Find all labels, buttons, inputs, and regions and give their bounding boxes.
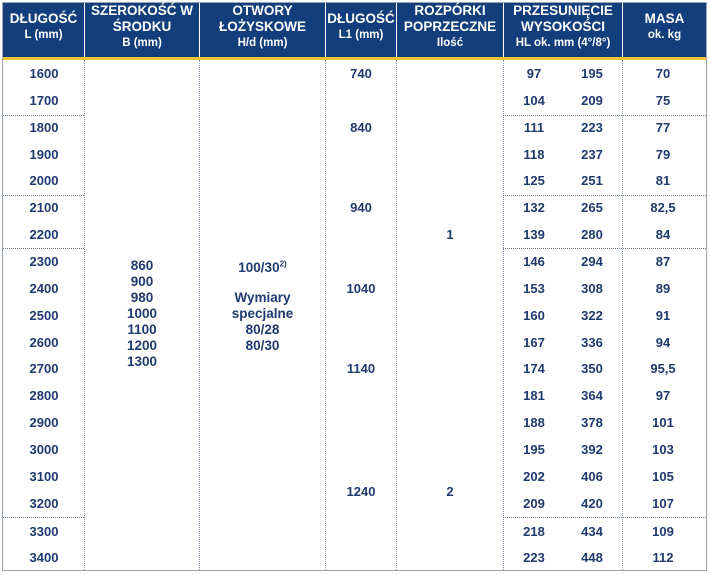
- header-unit: HL ok. mm (4°/8°): [515, 37, 611, 49]
- mass-cell: 89: [655, 281, 671, 296]
- mass-cell: 95,5: [650, 361, 676, 376]
- mass-cell: 81: [655, 173, 671, 188]
- header-divider: [325, 3, 326, 57]
- hl-8deg-cell: 406: [581, 469, 603, 484]
- width-value: 900: [130, 274, 154, 289]
- column-divider: [503, 60, 504, 570]
- row-group-divider: [3, 248, 84, 249]
- hl-4deg-cell: 132: [523, 200, 545, 215]
- length-cell: 1700: [29, 93, 59, 108]
- hl-8deg-cell: 448: [581, 550, 603, 565]
- hl-4deg-cell: 174: [523, 361, 545, 376]
- mass-cell: 75: [655, 93, 671, 108]
- row-group-divider: [503, 517, 706, 518]
- l1-cell: 740: [350, 66, 372, 81]
- width-list: [85, 258, 199, 370]
- otwory-main-value: 100/30: [238, 260, 280, 275]
- hl-4deg-cell: 188: [523, 415, 545, 430]
- mass-cell: 77: [655, 120, 671, 135]
- header-unit: B (mm): [122, 37, 162, 49]
- row-group-divider: [3, 517, 84, 518]
- mass-cell: 91: [655, 308, 671, 323]
- l1-cell: 1240: [346, 484, 376, 499]
- hl-4deg-cell: 209: [523, 496, 545, 511]
- header-divider: [503, 3, 504, 57]
- mass-cell: 112: [652, 550, 674, 565]
- column-divider: [396, 60, 397, 570]
- mass-cell: 87: [655, 254, 671, 269]
- width-value: 1100: [127, 322, 157, 337]
- mass-cell: 107: [652, 496, 674, 511]
- length-cell: 3400: [29, 550, 59, 565]
- length-cell: 2900: [29, 415, 59, 430]
- mass-cell: 94: [655, 335, 671, 350]
- otwory-main: [200, 260, 325, 276]
- header-divider: [622, 3, 623, 57]
- hl-4deg-cell: 167: [523, 335, 545, 350]
- mass-cell: 79: [655, 147, 671, 162]
- header-divider: [84, 3, 85, 57]
- hl-4deg-cell: 218: [523, 524, 545, 539]
- row-group-divider: [503, 195, 706, 196]
- header-title: DŁUGOŚĆ: [9, 11, 78, 26]
- header-unit: L1 (mm): [338, 29, 384, 41]
- length-cell: 1800: [29, 120, 59, 135]
- header-title: PRZESUNIĘCIE WYSOKOŚCI: [513, 3, 613, 34]
- row-group-divider: [503, 248, 706, 249]
- length-cell: 2000: [29, 173, 59, 188]
- hl-8deg-cell: 434: [581, 524, 603, 539]
- hl-8deg-cell: 209: [581, 93, 603, 108]
- header-title: ROZPÓRKI POPRZECZNE: [403, 3, 497, 34]
- header-dlugosc-l1: [326, 0, 396, 54]
- header-unit: ok. kg: [647, 29, 682, 41]
- hl-8deg-cell: 308: [581, 281, 603, 296]
- length-cell: 2300: [29, 254, 59, 269]
- l1-cell: 940: [350, 200, 372, 215]
- hl-4deg-cell: 195: [523, 442, 545, 457]
- header-unit: Ilość: [436, 37, 464, 49]
- footnote-marker: 2): [279, 259, 287, 269]
- mass-cell: 82,5: [650, 200, 676, 215]
- length-cell: 1900: [29, 147, 59, 162]
- mass-cell: 70: [655, 66, 671, 81]
- length-cell: 3300: [29, 524, 59, 539]
- hl-8deg-cell: 364: [581, 388, 603, 403]
- l1-cell: 1040: [346, 281, 376, 296]
- width-value: 980: [130, 290, 154, 305]
- otwory-block: [200, 260, 325, 354]
- hl-8deg-cell: 223: [581, 120, 603, 135]
- mass-cell: 103: [652, 442, 674, 457]
- hl-8deg-cell: 280: [581, 227, 603, 242]
- hl-4deg-cell: 111: [523, 120, 545, 135]
- otwory-special-value: 80/28: [245, 322, 280, 337]
- header-szerokosc: [85, 0, 199, 54]
- hl-4deg-cell: 146: [523, 254, 545, 269]
- length-cell: 2500: [29, 308, 59, 323]
- header-przesuniecie: [504, 0, 622, 54]
- length-cell: 2600: [29, 335, 59, 350]
- header-rozporki: [397, 0, 503, 54]
- hl-4deg-cell: 104: [523, 93, 545, 108]
- hl-8deg-cell: 237: [581, 147, 603, 162]
- hl-8deg-cell: 378: [581, 415, 603, 430]
- hl-4deg-cell: 153: [523, 281, 545, 296]
- length-cell: 2100: [29, 200, 59, 215]
- width-value: 1300: [126, 354, 158, 369]
- rozporki-cell: 1: [446, 227, 454, 242]
- length-cell: 2700: [29, 361, 59, 376]
- l1-cell: 840: [350, 120, 372, 135]
- header-otwory: [200, 0, 325, 54]
- header-divider: [396, 3, 397, 57]
- header-unit: L (mm): [24, 29, 63, 41]
- header-divider: [199, 3, 200, 57]
- header-masa: [623, 0, 706, 54]
- width-value: 1000: [126, 306, 158, 321]
- hl-4deg-cell: 223: [523, 550, 545, 565]
- otwory-special-title: Wymiary specjalne: [231, 290, 294, 321]
- row-group-divider: [3, 115, 84, 116]
- hl-4deg-cell: 181: [523, 388, 545, 403]
- header-title: DŁUGOŚĆ: [327, 11, 395, 26]
- header-title: SZEROKOŚĆ W ŚRODKU: [90, 3, 193, 34]
- length-cell: 2400: [29, 281, 59, 296]
- hl-8deg-cell: 336: [581, 335, 603, 350]
- hl-4deg-cell: 160: [523, 308, 545, 323]
- width-value: 860: [130, 258, 154, 273]
- header-title: OTWORY ŁOŻYSKOWE: [219, 3, 306, 34]
- hl-8deg-cell: 265: [581, 200, 603, 215]
- hl-4deg-cell: 202: [523, 469, 545, 484]
- mass-cell: 101: [652, 415, 674, 430]
- hl-4deg-cell: 118: [523, 147, 545, 162]
- mass-cell: 109: [652, 524, 674, 539]
- row-group-divider: [3, 195, 84, 196]
- hl-8deg-cell: 294: [581, 254, 603, 269]
- hl-4deg-cell: 125: [523, 173, 545, 188]
- hl-4deg-cell: 139: [523, 227, 545, 242]
- mass-cell: 105: [652, 469, 674, 484]
- l1-cell: 1140: [346, 361, 376, 376]
- header-accent-line: [3, 57, 706, 60]
- width-value: 1200: [126, 338, 158, 353]
- length-cell: 3200: [29, 496, 59, 511]
- hl-8deg-cell: 322: [581, 308, 603, 323]
- header-title: MASA: [644, 11, 685, 26]
- header-dlugosc-l: [3, 0, 84, 54]
- hl-8deg-cell: 392: [581, 442, 603, 457]
- hl-8deg-cell: 420: [581, 496, 603, 511]
- otwory-special-value: 80/30: [245, 338, 280, 353]
- hl-8deg-cell: 350: [581, 361, 603, 376]
- mass-cell: 84: [655, 227, 671, 242]
- header-unit: H/d (mm): [237, 37, 288, 49]
- rozporki-cell: 2: [446, 484, 454, 499]
- hl-8deg-cell: 195: [581, 66, 603, 81]
- mass-cell: 97: [655, 388, 671, 403]
- hl-8deg-cell: 251: [581, 173, 603, 188]
- hl-4deg-cell: 97: [526, 66, 542, 81]
- length-cell: 2200: [29, 227, 59, 242]
- length-cell: 1600: [29, 66, 59, 81]
- row-group-divider: [503, 115, 706, 116]
- length-cell: 3000: [29, 442, 59, 457]
- length-cell: 2800: [29, 388, 59, 403]
- length-cell: 3100: [29, 469, 59, 484]
